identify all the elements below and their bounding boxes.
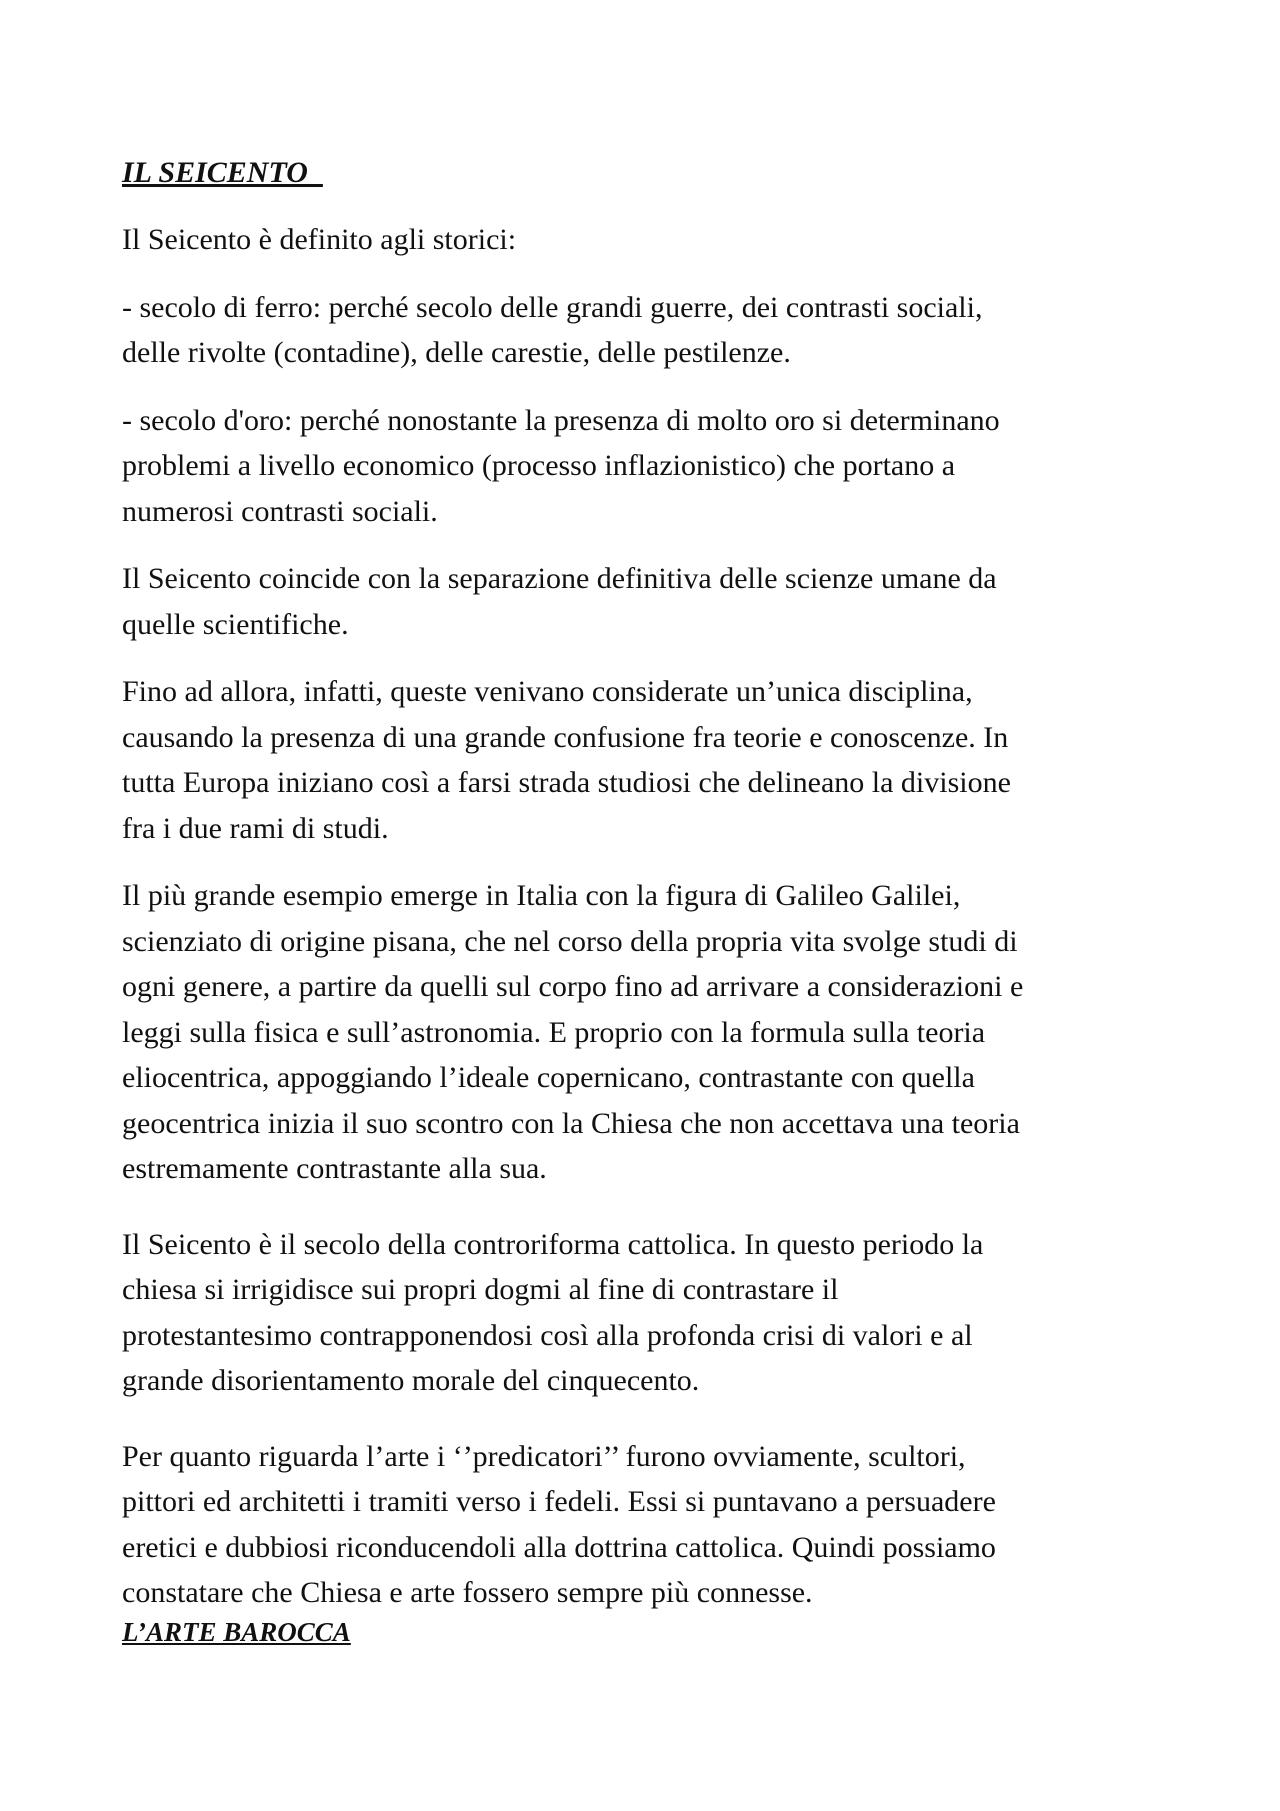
text-line: Fino ad allora, infatti, queste venivano considerate un’unica disciplina, (122, 675, 973, 708)
text-line: Il Seicento è definito agli storici: (122, 223, 517, 256)
text-line: constatare che Chiesa e arte fossero sempre più connesse. (122, 1576, 813, 1609)
document-body (122, 150, 1162, 1648)
text-line: tutta Europa iniziano così a farsi strada studiosi che delineano la divisione (122, 766, 1011, 799)
text-line: fra i due rami di studi. (122, 811, 389, 845)
text-line: causando la presenza di una grande confusione fra teorie e conoscenze. In (122, 720, 1009, 754)
paragraph-intro (122, 217, 1162, 263)
text-line: protestantesimo contrapponendosi così alla profonda crisi di valori e al (122, 1318, 973, 1352)
text-line: ogni genere, a partire da quelli sul corpo fino ad arrivare a considerazioni e (122, 970, 1024, 1003)
text-line: Il Seicento coincide con la separazione definitiva delle scienze umane da (122, 562, 997, 595)
text-line: - secolo di ferro: perché secolo delle grandi guerre, dei contrasti sociali, (122, 290, 983, 324)
text-line: quelle scientifiche. (122, 607, 349, 641)
text-line: grande disorientamento morale del cinquecento. (122, 1364, 700, 1397)
text-line: delle rivolte (contadine), delle carestie, delle pestilenze. (122, 336, 791, 369)
text-line: Per quanto riguarda l’arte i ‘’predicatori’’ furono ovviamente, scultori, (122, 1439, 966, 1473)
text-line: pittori ed architetti i tramiti verso i fedeli. Essi si puntavano a persuadere (122, 1485, 996, 1518)
text-line: problemi a livello economico (processo inflazionistico) che portano a (122, 449, 956, 482)
text-line: Il più grande esempio emerge in Italia con la figura di Galileo Galilei, (122, 879, 961, 912)
paragraph-secolo-di-ferro (122, 285, 1162, 376)
section-heading-arte-barocca: L’ARTE BAROCCA (122, 1616, 351, 1647)
text-line: geocentrica inizia il suo scontro con la Chiesa che non accettava una teoria (122, 1106, 1020, 1140)
text-line: numerosi contrasti sociali. (122, 494, 438, 528)
text-line: Il Seicento è il secolo della controriforma cattolica. In questo periodo la (122, 1227, 984, 1261)
text-line: eliocentrica, appoggiando l’ideale copernicano, contrastante con quella (122, 1061, 975, 1094)
paragraph-galileo (122, 873, 1162, 1192)
text-line: chiesa si irrigidisce sui propri dogmi al fine di contrastare il (122, 1273, 839, 1306)
paragraph-controriforma (122, 1222, 1162, 1404)
page-title: IL SEICENTO (122, 156, 323, 189)
paragraph-secolo-d-oro (122, 398, 1162, 535)
paragraph-separazione-scienze (122, 556, 1162, 647)
paragraph-unica-disciplina (122, 669, 1162, 851)
text-line: leggi sulla fisica e sull’astronomia. E proprio con la formula sulla teoria (122, 1015, 986, 1049)
paragraph-arte-predicatori (122, 1434, 1162, 1616)
text-line: eretici e dubbiosi riconducendoli alla dottrina cattolica. Quindi possiamo (122, 1530, 996, 1564)
text-line: - secolo d'oro: perché nonostante la presenza di molto oro si determinano (122, 403, 1000, 437)
text-line: estremamente contrastante alla sua. (122, 1152, 547, 1185)
text-line: scienziato di origine pisana, che nel corso della propria vita svolge studi di (122, 924, 1018, 958)
